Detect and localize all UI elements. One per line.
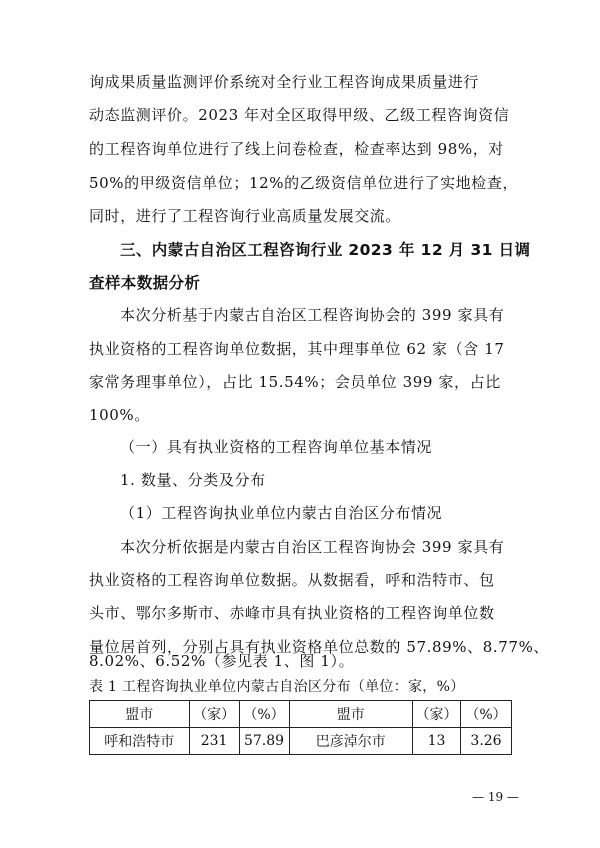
table-header-row (90, 701, 512, 728)
section-3-title-line-2: 查样本数据分析 (89, 274, 201, 292)
page-number: — 19 — (472, 790, 519, 804)
cell-count-2: 13 (413, 728, 461, 755)
subsection-1-1-1-title: （1）工程咨询执业单位内蒙古自治区分布情况 (120, 504, 443, 522)
paragraph-1-line-3: 的工程咨询单位进行了线上问卷检查，检查率达到 98%，对 (89, 140, 504, 158)
paragraph-3-line-2: 执业资格的工程咨询单位数据。从数据看，呼和浩特市、包 (89, 571, 495, 589)
cell-region: 呼和浩特市 (90, 728, 190, 755)
section-3-title-line-1: 三、内蒙古自治区工程咨询行业 2023 年 12 月 31 日调 (120, 241, 531, 259)
paragraph-2-line-1: 本次分析基于内蒙古自治区工程咨询协会的 399 家具有 (120, 306, 505, 324)
paragraph-3-line-4: 量位居首列，分别占具有执业资格单位总数的 57.89%、8.77%、 (89, 638, 550, 656)
paragraph-2-line-2: 执业资格的工程咨询单位数据，其中理事单位 62 家（含 17 (89, 340, 505, 358)
subsection-1-1-title: 1. 数量、分类及分布 (120, 471, 266, 489)
cell-count: 231 (189, 728, 239, 755)
paragraph-2-line-4: 100%。 (89, 406, 150, 424)
header-region-2: 盟市 (289, 701, 413, 728)
paragraph-3-line-3: 头市、鄂尔多斯市、赤峰市具有执业资格的工程咨询单位数 (89, 604, 495, 622)
paragraph-1-line-4: 50%的甲级资信单位；12%的乙级资信单位进行了实地检查， (89, 174, 519, 192)
header-percent-2: （%） (460, 701, 511, 728)
paragraph-1-line-2: 动态监测评价。2023 年对全区取得甲级、乙级工程咨询资信 (89, 106, 510, 124)
header-percent: （%） (239, 701, 289, 728)
cell-region-2: 巴彦淖尔市 (289, 728, 413, 755)
paragraph-2-line-3: 家常务理事单位），占比 15.54%；会员单位 399 家，占比 (89, 373, 501, 391)
subsection-1-title: （一）具有执业资格的工程咨询单位基本情况 (120, 438, 433, 456)
table-1 (89, 700, 512, 755)
paragraph-1-line-1: 询成果质量监测评价系统对全行业工程咨询成果质量进行 (89, 73, 480, 91)
table-1-caption: 表 1 工程咨询执业单位内蒙古自治区分布（单位：家，%） (89, 679, 465, 695)
table-row (90, 728, 512, 755)
paragraph-3-line-5: 8.02%、6.52%（参见表 1、图 1）。 (89, 652, 355, 670)
paragraph-3-line-1: 本次分析依据是内蒙古自治区工程咨询协会 399 家具有 (120, 538, 505, 556)
cell-percent-2: 3.26 (460, 728, 511, 755)
cell-percent: 57.89 (239, 728, 289, 755)
header-count-2: （家） (413, 701, 461, 728)
paragraph-1-line-5: 同时，进行了工程咨询行业高质量发展交流。 (89, 207, 402, 225)
header-region: 盟市 (90, 701, 190, 728)
header-count: （家） (189, 701, 239, 728)
